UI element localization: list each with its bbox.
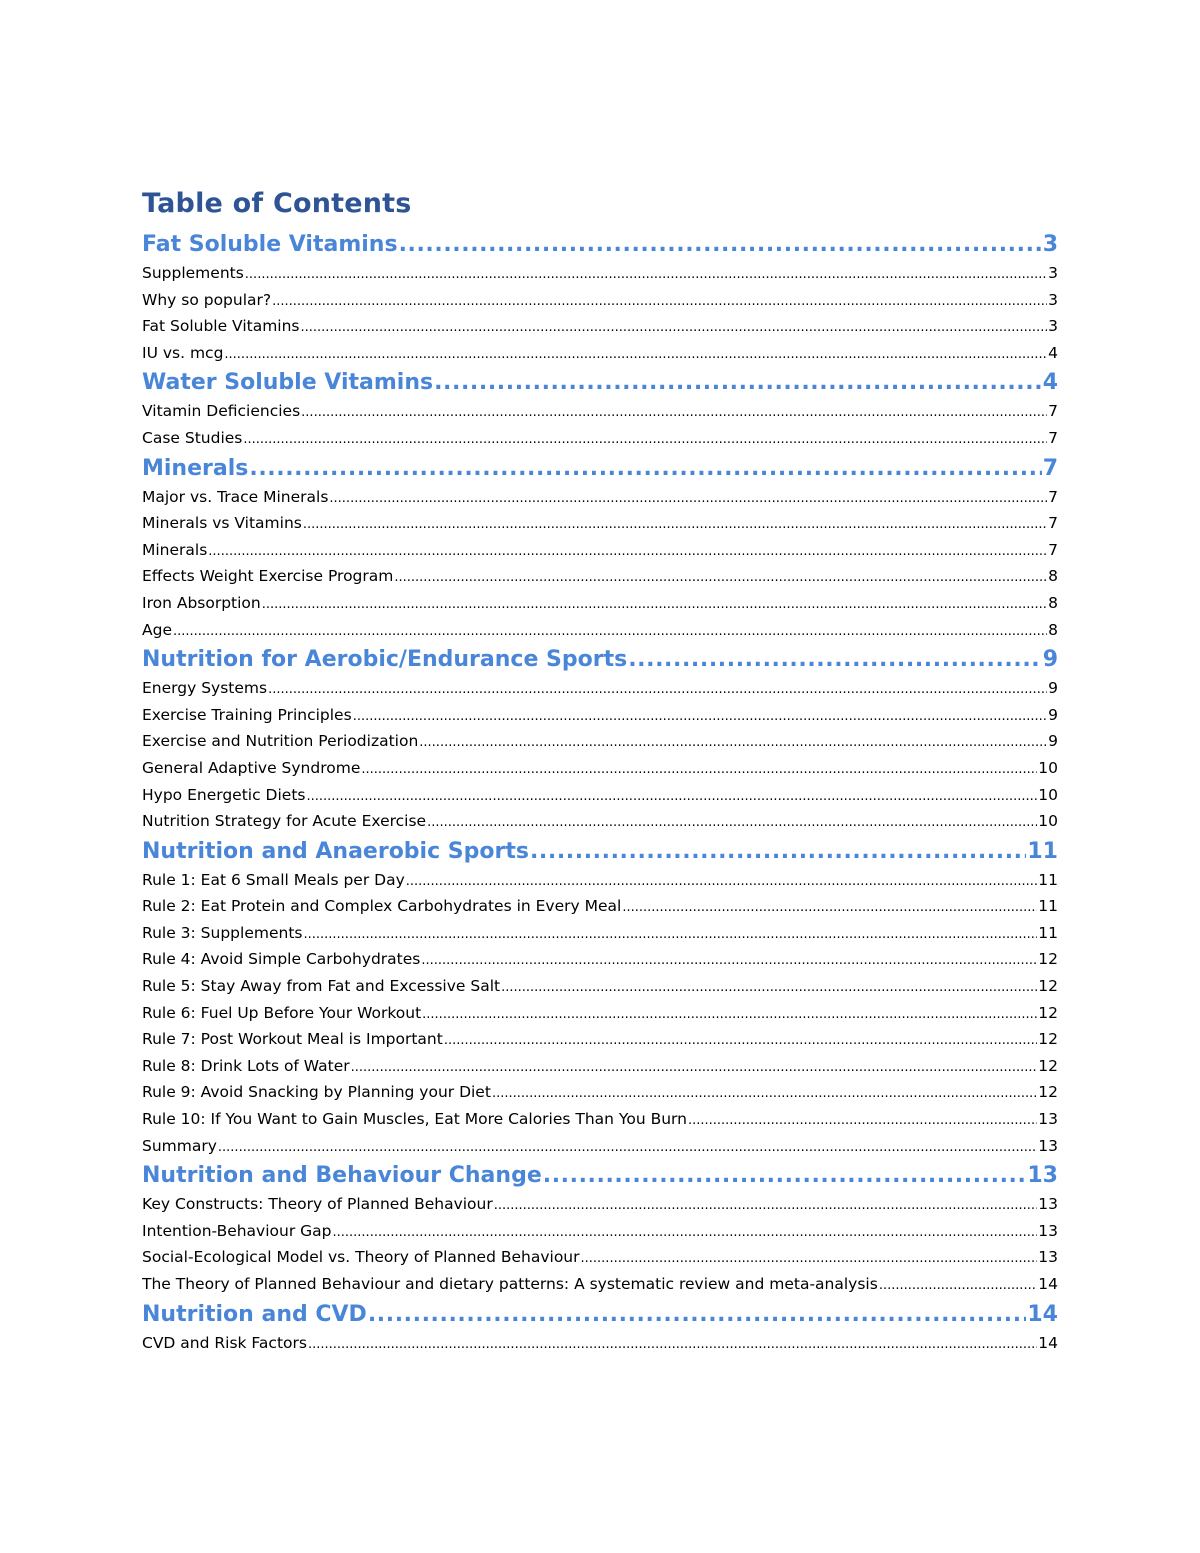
toc-entry[interactable] (142, 702, 1058, 729)
toc-entry-label: The Theory of Planned Behaviour and dietary patterns: A systematic review and meta-analysis (142, 1275, 878, 1293)
toc-entry[interactable] (142, 728, 1058, 755)
toc-entry-page-number: 12 (1038, 977, 1058, 996)
dot-leader (421, 948, 1037, 973)
toc-title: Table of Contents (142, 188, 412, 219)
toc-heading-label: Nutrition and Anaerobic Sports (142, 838, 529, 864)
dot-leader (688, 1108, 1037, 1133)
toc-section (142, 1161, 1058, 1297)
toc-entry-page-number: 7 (1048, 487, 1058, 506)
dot-leader (622, 895, 1037, 920)
toc-entry-page-number: 13 (1038, 1248, 1058, 1267)
toc-heading-label: Nutrition for Aerobic/Endurance Sports (142, 647, 628, 673)
toc-entry-page-number: 12 (1038, 1056, 1058, 1075)
toc-entry-page-number: 7 (1048, 514, 1058, 533)
toc-entry-page-number: 12 (1038, 1003, 1058, 1022)
toc-entry-label: Exercise and Nutrition Periodization (142, 732, 419, 751)
toc-entry[interactable] (142, 1330, 1058, 1357)
toc-entry-page-number: 12 (1038, 950, 1058, 969)
toc-entry[interactable] (142, 1244, 1058, 1271)
toc-heading-page-number: 3 (1042, 232, 1058, 257)
dot-leader (218, 1135, 1037, 1160)
toc-entry-page-number: 11 (1038, 897, 1058, 916)
dot-leader (303, 512, 1047, 537)
toc-heading-entry[interactable] (142, 837, 1058, 867)
toc-entry[interactable] (142, 1000, 1058, 1027)
dot-leader (444, 1028, 1037, 1053)
toc-entry-page-number: 10 (1038, 812, 1058, 831)
toc-heading-label: Nutrition and CVD (142, 1301, 367, 1327)
dot-leader (173, 619, 1047, 644)
toc-entry[interactable] (142, 893, 1058, 920)
dot-leader (406, 869, 1038, 894)
toc-entry[interactable] (142, 782, 1058, 809)
dot-leader (249, 454, 1041, 484)
toc-entry[interactable] (142, 675, 1058, 702)
dot-leader (492, 1081, 1037, 1106)
toc-entry-label: Energy Systems (142, 679, 268, 698)
toc-entry-label: Key Constructs: Theory of Planned Behaviour (142, 1195, 493, 1214)
dot-leader (301, 315, 1048, 340)
dot-leader (306, 784, 1037, 809)
toc-entry[interactable] (142, 287, 1058, 314)
toc-entry-page-number: 13 (1038, 1136, 1058, 1155)
toc-section (142, 837, 1058, 1160)
toc-heading-entry[interactable] (142, 645, 1058, 675)
toc-list (142, 230, 1058, 1356)
toc-entry[interactable] (142, 1191, 1058, 1218)
toc-entry-label: Rule 9: Avoid Snacking by Planning your Diet (142, 1083, 491, 1102)
toc-entry[interactable] (142, 1079, 1058, 1106)
toc-entry-label: CVD and Risk Factors (142, 1333, 307, 1352)
toc-heading-entry[interactable] (142, 1300, 1058, 1330)
toc-entry[interactable] (142, 484, 1058, 511)
toc-entry-page-number: 3 (1048, 317, 1058, 336)
dot-leader (434, 368, 1042, 398)
toc-entry-page-number: 8 (1048, 620, 1058, 639)
toc-entry-page-number: 11 (1038, 870, 1058, 889)
dot-leader (303, 922, 1037, 947)
toc-entry[interactable] (142, 313, 1058, 340)
toc-entry-label: Hypo Energetic Diets (142, 785, 306, 804)
toc-entry-label: Rule 7: Post Workout Meal is Important (142, 1030, 443, 1049)
toc-entry-label: Case Studies (142, 428, 243, 447)
dot-leader (224, 342, 1047, 367)
toc-entry[interactable] (142, 1106, 1058, 1133)
toc-entry-label: Major vs. Trace Minerals (142, 487, 329, 506)
toc-entry-page-number: 9 (1048, 705, 1058, 724)
dot-leader (628, 645, 1041, 675)
toc-entry-label: Rule 4: Avoid Simple Carbohydrates (142, 950, 421, 969)
dot-leader (530, 837, 1026, 867)
toc-entry-page-number: 9 (1048, 679, 1058, 698)
toc-entry-page-number: 8 (1048, 593, 1058, 612)
toc-section (142, 368, 1058, 451)
toc-entry-page-number: 10 (1038, 785, 1058, 804)
toc-heading-page-number: 9 (1042, 647, 1058, 673)
toc-heading-page-number: 4 (1042, 370, 1058, 396)
dot-leader (262, 592, 1047, 617)
toc-entry[interactable] (142, 425, 1058, 452)
toc-entry[interactable] (142, 867, 1058, 894)
toc-entry-label: Rule 10: If You Want to Gain Muscles, Eat More Calories Than You Burn (142, 1110, 687, 1129)
toc-entry[interactable] (142, 1271, 1058, 1298)
toc-entry-page-number: 13 (1038, 1195, 1058, 1214)
dot-leader (394, 565, 1047, 590)
toc-entry-label: Rule 5: Stay Away from Fat and Excessive Salt (142, 977, 501, 996)
toc-heading-label: Minerals (142, 455, 249, 481)
dot-leader (427, 810, 1037, 835)
toc-entry-label: Iron Absorption (142, 593, 261, 612)
dot-leader (422, 1002, 1037, 1027)
toc-entry-page-number: 14 (1038, 1275, 1058, 1293)
toc-entry-label: General Adaptive Syndrome (142, 758, 361, 777)
dot-leader (268, 677, 1047, 702)
toc-heading-entry[interactable] (142, 368, 1058, 398)
toc-heading-entry[interactable] (142, 1161, 1058, 1191)
toc-entry-page-number: 4 (1048, 343, 1058, 362)
toc-heading-label: Fat Soluble Vitamins (142, 232, 398, 257)
toc-entry-label: Rule 6: Fuel Up Before Your Workout (142, 1003, 422, 1022)
dot-leader (353, 704, 1047, 729)
toc-entry[interactable] (142, 973, 1058, 1000)
toc-heading-page-number: 13 (1027, 1163, 1058, 1189)
toc-entry-label: Rule 1: Eat 6 Small Meals per Day (142, 870, 405, 889)
toc-heading-page-number: 14 (1027, 1301, 1058, 1327)
toc-entry-label: Age (142, 620, 172, 639)
toc-heading-page-number: 7 (1042, 455, 1058, 481)
dot-leader (329, 486, 1047, 511)
toc-entry-label: IU vs. mcg (142, 343, 224, 362)
toc-heading-entry[interactable] (142, 230, 1058, 260)
toc-entry-page-number: 9 (1048, 732, 1058, 751)
toc-entry-page-number: 7 (1048, 540, 1058, 559)
toc-entry-page-number: 8 (1048, 567, 1058, 586)
toc-entry-label: Social-Ecological Model vs. Theory of Planned Behaviour (142, 1248, 580, 1267)
toc-entry[interactable] (142, 617, 1058, 644)
toc-entry-label: Effects Weight Exercise Program (142, 567, 394, 586)
toc-entry-page-number: 13 (1038, 1110, 1058, 1129)
toc-entry-label: Intention-Behaviour Gap (142, 1221, 332, 1240)
toc-entry-page-number: 3 (1048, 290, 1058, 309)
dot-leader (419, 730, 1047, 755)
toc-entry-page-number: 14 (1038, 1333, 1058, 1352)
toc-entry-page-number: 12 (1038, 1030, 1058, 1049)
toc-entry-label: Exercise Training Principles (142, 705, 352, 724)
dot-leader (272, 289, 1047, 314)
toc-entry-label: Summary (142, 1136, 217, 1155)
toc-entry-label: Minerals (142, 540, 208, 559)
toc-entry[interactable] (142, 563, 1058, 590)
dot-leader (581, 1246, 1038, 1271)
toc-entry[interactable] (142, 920, 1058, 947)
toc-entry[interactable] (142, 340, 1058, 367)
toc-entry-page-number: 3 (1048, 264, 1058, 282)
toc-entry-label: Nutrition Strategy for Acute Exercise (142, 812, 427, 831)
toc-entry[interactable] (142, 590, 1058, 617)
toc-entry-page-number: 11 (1038, 923, 1058, 942)
toc-entry-page-number: 12 (1038, 1083, 1058, 1102)
toc-heading-page-number: 11 (1027, 838, 1058, 864)
toc-entry[interactable] (142, 1133, 1058, 1160)
dot-leader (494, 1193, 1038, 1218)
toc-entry-label: Supplements (142, 264, 244, 282)
toc-entry[interactable] (142, 537, 1058, 564)
toc-section (142, 230, 1058, 366)
toc-entry-label: Why so popular? (142, 290, 272, 309)
toc-entry[interactable] (142, 398, 1058, 425)
toc-entry[interactable] (142, 1026, 1058, 1053)
toc-heading-entry[interactable] (142, 454, 1058, 484)
toc-entry-label: Rule 3: Supplements (142, 923, 303, 942)
toc-entry[interactable] (142, 946, 1058, 973)
toc-entry-label: Rule 8: Drink Lots of Water (142, 1056, 350, 1075)
dot-leader (301, 400, 1047, 425)
dot-leader (333, 1220, 1038, 1245)
document-page (142, 184, 1058, 1358)
toc-entry-label: Fat Soluble Vitamins (142, 317, 300, 336)
dot-leader (245, 262, 1047, 287)
toc-heading-label: Nutrition and Behaviour Change (142, 1163, 542, 1189)
toc-entry[interactable] (142, 808, 1058, 835)
toc-entry[interactable] (142, 1218, 1058, 1245)
toc-section (142, 645, 1058, 835)
toc-entry[interactable] (142, 1053, 1058, 1080)
dot-leader (361, 757, 1037, 782)
toc-entry-page-number: 13 (1038, 1221, 1058, 1240)
toc-entry-label: Rule 2: Eat Protein and Complex Carbohydrates in Every Meal (142, 897, 622, 916)
dot-leader (501, 975, 1037, 1000)
dot-leader (543, 1161, 1027, 1191)
toc-entry[interactable] (142, 260, 1058, 287)
toc-entry-label: Minerals vs Vitamins (142, 514, 302, 533)
toc-section (142, 1300, 1058, 1357)
toc-entry[interactable] (142, 510, 1058, 537)
toc-entry-label: Vitamin Deficiencies (142, 402, 301, 421)
dot-leader (308, 1332, 1037, 1357)
toc-entry-page-number: 7 (1048, 402, 1058, 421)
toc-entry[interactable] (142, 755, 1058, 782)
dot-leader (351, 1055, 1038, 1080)
toc-entry-page-number: 10 (1038, 758, 1058, 777)
dot-leader (399, 230, 1042, 260)
toc-heading-label: Water Soluble Vitamins (142, 370, 434, 396)
dot-leader (243, 427, 1047, 452)
toc-section (142, 454, 1058, 644)
dot-leader (208, 539, 1047, 564)
toc-entry-page-number: 7 (1048, 428, 1058, 447)
dot-leader (368, 1300, 1027, 1330)
dot-leader (879, 1273, 1037, 1298)
